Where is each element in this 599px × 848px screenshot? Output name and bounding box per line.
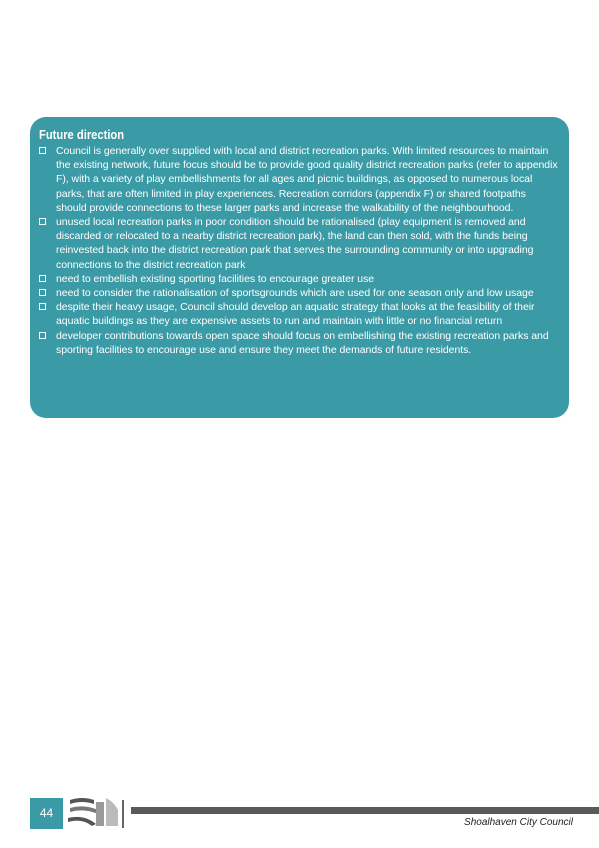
checkbox-square-icon <box>39 147 46 154</box>
footer-divider-bar <box>131 807 599 814</box>
bullet-text: need to embellish existing sporting facilities to encourage greater use <box>56 272 375 285</box>
checkbox-square-icon <box>39 303 46 310</box>
list-item <box>38 300 559 328</box>
checkbox-square-icon <box>39 218 46 225</box>
council-logo-icon <box>66 794 128 830</box>
council-name: Shoalhaven City Council <box>464 817 573 828</box>
list-item <box>38 286 559 300</box>
list-item <box>38 215 559 272</box>
checkbox-square-icon <box>39 289 46 296</box>
panel-title: Future direction <box>39 127 125 142</box>
list-item <box>38 329 559 357</box>
bullet-text: need to consider the rationalisation of sportsgrounds which are used for one season only and low usage <box>56 287 534 300</box>
list-item <box>38 272 559 286</box>
bullet-text: unused local recreation parks in poor condition should be rationalised (play equipment is removed and discarded or relocated to a nearby district recreation park), the land can then sold, with the funds being reinvested back into the district recreation park that serves the surrounding community or into upgrading connections to the district recreation park <box>56 216 534 271</box>
bullet-text: developer contributions towards open space should focus on embellishing the existing recreation parks and sporting facilities to encourage use and ensure they meet the demands of future residents. <box>56 329 549 356</box>
bullet-list <box>38 144 559 357</box>
list-item <box>38 144 559 215</box>
page-footer <box>0 790 599 848</box>
page-number: 44 <box>30 798 63 829</box>
checkbox-square-icon <box>39 275 46 282</box>
bullet-text: Council is generally over supplied with local and district recreation parks. With limited resources to maintain the existing network, future focus should be to provide good quality district recreation parks (refer to appendix F), with a variety of play embellishments for all ages and picnic buildings, as opposed to numerous local parks, that are often limited in play experiences. Recreation corridors (appendix F) or shared footpaths should provide connections to these larger parks and increase the walkability of the neighbourhood. <box>56 145 558 214</box>
checkbox-square-icon <box>39 332 46 339</box>
future-direction-panel <box>30 117 569 418</box>
bullet-text: despite their heavy usage, Council should develop an aquatic strategy that looks at the feasibility of their aquatic buildings as they are expensive assets to run and maintain with little or no financial return <box>56 301 535 328</box>
